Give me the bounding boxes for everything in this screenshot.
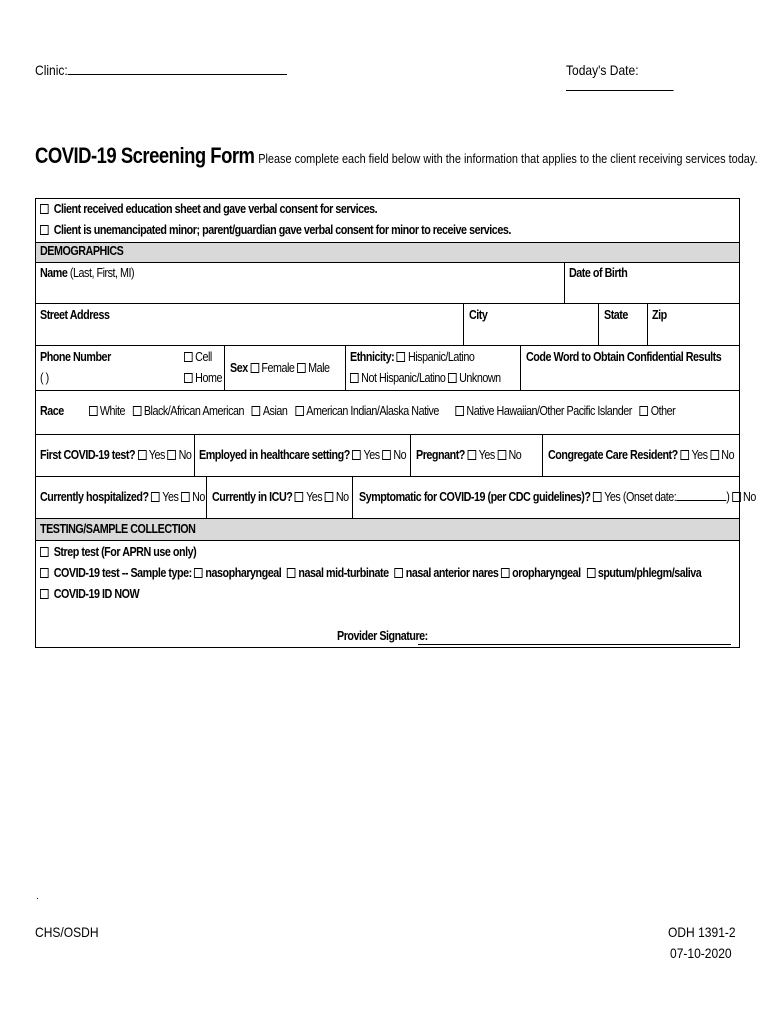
consent-item-1[interactable]: Client received education sheet and gave verbal consent for services. bbox=[40, 202, 377, 216]
checkbox-icon[interactable] bbox=[397, 352, 406, 362]
race-option-black[interactable]: Black/African American bbox=[143, 404, 244, 418]
provider-signature-line[interactable] bbox=[418, 644, 731, 645]
consent-item-2[interactable]: Client is unemancipated minor; parent/guardian gave verbal consent for minor to receive services. bbox=[40, 223, 511, 237]
footer-agency: CHS/OSDH bbox=[35, 924, 99, 940]
male-option[interactable]: Male bbox=[308, 361, 330, 375]
checkbox-icon[interactable] bbox=[40, 204, 49, 214]
checkbox-icon[interactable] bbox=[587, 568, 596, 578]
name-field[interactable] bbox=[40, 266, 134, 280]
checkbox-icon[interactable] bbox=[501, 568, 510, 578]
race-label: Race bbox=[40, 404, 64, 418]
ethnicity-label: Ethnicity: bbox=[350, 350, 395, 364]
phone-area-code[interactable]: ( ) bbox=[40, 371, 49, 385]
strep-test-option[interactable]: Strep test (For APRN use only) bbox=[40, 545, 196, 559]
checkbox-icon[interactable] bbox=[181, 492, 190, 502]
checkbox-icon[interactable] bbox=[133, 406, 142, 416]
sample-sputum[interactable]: sputum/phlegm/saliva bbox=[597, 566, 702, 580]
divider bbox=[542, 434, 543, 476]
checkbox-icon[interactable] bbox=[295, 406, 304, 416]
phone-label[interactable]: Phone Number bbox=[40, 350, 111, 364]
pregnant-field: Pregnant? Yes No bbox=[416, 448, 522, 462]
covid-test-option: COVID-19 test -- Sample type: nasopharyngeal nasal mid-turbinate nasal anterior nares oropharyngeal sputum/phlegm/saliva bbox=[40, 566, 701, 580]
divider bbox=[35, 345, 740, 346]
divider bbox=[35, 434, 740, 435]
icu-field: Currently in ICU? Yes No bbox=[212, 490, 349, 504]
checkbox-icon[interactable] bbox=[350, 373, 359, 383]
checkbox-icon[interactable] bbox=[732, 492, 741, 502]
checkbox-icon[interactable] bbox=[448, 373, 457, 383]
onset-date-input[interactable] bbox=[676, 500, 726, 501]
sample-nasal-mid-turbinate[interactable]: nasal mid-turbinate bbox=[298, 566, 389, 580]
checkbox-icon[interactable] bbox=[184, 373, 193, 383]
cell-option[interactable]: Cell bbox=[184, 350, 212, 364]
checkbox-icon[interactable] bbox=[250, 363, 259, 373]
race-option-american-indian[interactable]: American Indian/Alaska Native bbox=[306, 404, 439, 418]
race-option-other[interactable]: Other bbox=[650, 404, 676, 418]
checkbox-icon[interactable] bbox=[467, 450, 476, 460]
checkbox-icon[interactable] bbox=[640, 406, 649, 416]
congregate-field: Congregate Care Resident? Yes No bbox=[548, 448, 735, 462]
name-label: Name bbox=[40, 266, 68, 280]
race-option-asian[interactable]: Asian bbox=[262, 404, 288, 418]
divider bbox=[410, 434, 411, 476]
clinic-input-line[interactable] bbox=[68, 74, 287, 75]
checkbox-icon[interactable] bbox=[252, 406, 261, 416]
city-label[interactable]: City bbox=[469, 308, 488, 322]
first-test-field: First COVID-19 test? Yes No bbox=[40, 448, 192, 462]
checkbox-icon[interactable] bbox=[455, 406, 464, 416]
name-hint: (Last, First, MI) bbox=[69, 266, 135, 280]
checkbox-icon[interactable] bbox=[295, 492, 304, 502]
hispanic-option[interactable]: Hispanic/Latino bbox=[407, 350, 475, 364]
checkbox-icon[interactable] bbox=[287, 568, 296, 578]
divider bbox=[647, 303, 648, 345]
checkbox-icon[interactable] bbox=[194, 568, 203, 578]
clinic-field bbox=[35, 62, 287, 78]
checkbox-icon[interactable] bbox=[89, 406, 98, 416]
divider bbox=[35, 262, 740, 263]
divider bbox=[564, 262, 565, 303]
sex-label: Sex bbox=[230, 361, 248, 375]
checkbox-icon[interactable] bbox=[395, 568, 404, 578]
sample-oropharyngeal[interactable]: oropharyngeal bbox=[512, 566, 581, 580]
divider bbox=[463, 303, 464, 345]
divider bbox=[35, 540, 740, 541]
home-option[interactable]: Home bbox=[184, 371, 222, 385]
divider bbox=[194, 434, 195, 476]
codeword-label[interactable]: Code Word to Obtain Confidential Results bbox=[526, 350, 722, 364]
race-option-pacific-islander[interactable]: Native Hawaiian/Other Pacific Islander bbox=[466, 404, 632, 418]
todays-date-label: Today's Date: bbox=[566, 62, 639, 78]
checkbox-icon[interactable] bbox=[710, 450, 719, 460]
dob-label[interactable]: Date of Birth bbox=[569, 266, 628, 280]
checkbox-icon[interactable] bbox=[382, 450, 391, 460]
checkbox-icon[interactable] bbox=[151, 492, 160, 502]
form-title: COVID-19 Screening Form bbox=[35, 143, 255, 168]
unknown-option[interactable]: Unknown bbox=[459, 371, 501, 385]
checkbox-icon[interactable] bbox=[497, 450, 506, 460]
divider bbox=[35, 476, 740, 477]
ethnicity-field bbox=[350, 350, 474, 364]
checkbox-icon[interactable] bbox=[40, 225, 49, 235]
zip-label[interactable]: Zip bbox=[652, 308, 667, 322]
not-hispanic-option[interactable]: Not Hispanic/Latino bbox=[361, 371, 446, 385]
checkbox-icon[interactable] bbox=[184, 352, 193, 362]
footer-form-number: ODH 1391-2 bbox=[668, 924, 736, 940]
divider bbox=[520, 345, 521, 390]
divider bbox=[345, 345, 346, 390]
divider bbox=[35, 390, 740, 391]
checkbox-icon[interactable] bbox=[40, 568, 49, 578]
form-table bbox=[35, 198, 740, 648]
demographics-heading: DEMOGRAPHICS bbox=[40, 244, 124, 258]
checkbox-icon[interactable] bbox=[352, 450, 361, 460]
divider bbox=[35, 242, 740, 243]
footer-form-date: 07-10-2020 bbox=[670, 945, 732, 961]
checkbox-icon[interactable] bbox=[40, 589, 49, 599]
footer-dot: . bbox=[36, 891, 39, 902]
todays-date-field bbox=[566, 62, 741, 94]
divider bbox=[35, 303, 740, 304]
checkbox-icon[interactable] bbox=[325, 492, 334, 502]
checkbox-icon[interactable] bbox=[167, 450, 176, 460]
testing-heading: TESTING/SAMPLE COLLECTION bbox=[40, 522, 196, 536]
sample-nasopharyngeal[interactable]: nasopharyngeal bbox=[205, 566, 282, 580]
checkbox-icon[interactable] bbox=[297, 363, 306, 373]
id-now-option[interactable]: COVID-19 ID NOW bbox=[40, 587, 139, 601]
female-option[interactable]: Female bbox=[261, 361, 295, 375]
demographics-header-bg bbox=[36, 242, 739, 262]
clinic-label: Clinic: bbox=[35, 62, 68, 78]
divider bbox=[598, 303, 599, 345]
checkbox-icon[interactable] bbox=[138, 450, 147, 460]
sample-nasal-anterior-nares[interactable]: nasal anterior nares bbox=[405, 566, 499, 580]
checkbox-icon[interactable] bbox=[680, 450, 689, 460]
divider bbox=[352, 476, 353, 518]
sex-field bbox=[230, 361, 330, 375]
street-address-label[interactable]: Street Address bbox=[40, 308, 110, 322]
state-label[interactable]: State bbox=[604, 308, 628, 322]
divider bbox=[206, 476, 207, 518]
symptomatic-field: Symptomatic for COVID-19 (per CDC guidelines)? Yes (Onset date: ) No bbox=[359, 490, 756, 504]
form-title-row bbox=[35, 143, 758, 169]
checkbox-icon[interactable] bbox=[593, 492, 602, 502]
race-row bbox=[40, 404, 675, 418]
race-option-white[interactable]: White bbox=[99, 404, 125, 418]
todays-date-input-line[interactable] bbox=[566, 90, 674, 91]
hospitalized-field: Currently hospitalized? Yes No bbox=[40, 490, 205, 504]
divider bbox=[224, 345, 225, 390]
employed-field: Employed in healthcare setting? Yes No bbox=[199, 448, 407, 462]
checkbox-icon[interactable] bbox=[40, 547, 49, 557]
ethnicity-field-2 bbox=[350, 371, 501, 385]
form-instructions: Please complete each field below with the information that applies to the client receiving services today. bbox=[258, 151, 758, 166]
provider-signature-label: Provider Signature: bbox=[337, 629, 428, 643]
